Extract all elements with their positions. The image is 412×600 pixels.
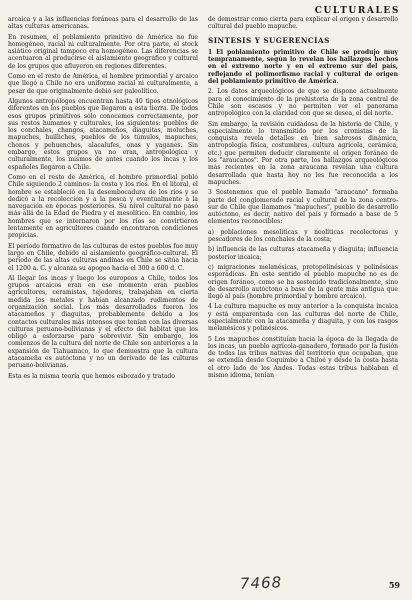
paragraph: Como en el resto de América, el hombre primordial pobló Chile siguiendo 2 caminos: la costa y los ríos. En el litoral, el hombre se estableció en la desembocadura de los ríos y se dedicó a la recolección y a la pesca y eventualmente a la navegación en épocas posteriores. Su nivel cultural no pasó más allá de la Edad de Piedra y el mesolítico. En cambio, los hombres que se internaron por los ríos se convirtieron lentamente en agricultores cuando encontraron condiciones propicias. [8,173,198,240]
right-column [208,16,398,382]
handwritten-note: 7468 [239,573,283,593]
section-heading: SINTESIS Y SUGERENCIAS [208,35,330,45]
paragraph: 5 Los mapuches constituían hacia la época de la llegada de los incas, un pueblo agrícola-ganadero, formado por la fusión de todas las tribus nativas del territorio que ocupaban, que se extendía desde Coquimbo a Chiloé y desde la costa hasta el otro lado de los Andes. Todas estas tribus hablaban el mismo idioma, tenían [208,335,398,380]
paragraph: a) poblaciones mesolíticas y neolíticas recolectoras y pescadores de los conchales de la costa; [208,228,398,244]
paragraph: Como en el resto de América, el hombre primordial y arcaico que llegó a Chile no era uniforme racial ni culturalmente, a pesar de que originalmente debió ser paleolítico. [8,73,198,95]
paragraph: El período formativo de las culturas de estos pueblos fue muy largo en Chile, debido al aislamiento geográfico-cultural. El período de las altas culturas andinas en Chile se sitúa hacia el 1200 a. C. y alcanza su apogeo hacia el 300 a 600 d. C. [8,242,198,272]
paragraph: c) migraciones melanésicas, protopolinésicas y polinésicas esporádicas. En este sentido el pueblo mapuche no es de origen foráneo, como se ha sostenido tradicionalmente, sino de desarrollo autóctono a base de la gente más antigua que llegó al país (hombre primordial y hombre arcaico). [208,263,398,301]
paragraph: arcaica y a las influencias foráneas para el desarrollo de las altas culturas americanas. [8,16,198,31]
left-column [8,16,198,383]
paragraph: Esta es la misma teoría que hemos esbozado y tratado [8,372,175,380]
paragraph: de demostrar como cierta para explicar el origen y desarrollo cultural del pueblo mapuche. [208,16,398,31]
paragraph: En resumen, el poblamiento primitivo de América no fue homogéneo, racial ni culturalmente. Por otra parte, el stock asiático original tampoco era homogéneo. Las diferencias se acentuaron al producirse el aislamiento geográfico y cultural de los grupos que afluyeron en regiones diferentes. [8,33,198,70]
section-header: CULTURALES [314,6,400,16]
paragraph: 2. Los datos arqueológicos de que se dispone actualmente para el conocimiento de la prehistoria de la zona central de Chile son escasos y no permiten ver el panorama antropológico con la claridad con que se desea, el del norte. [208,88,398,118]
paragraph: Algunos antropólogos encuentran hasta 40 tipos etnológicos diferentes en los pueblos que llegaron a esta tierra. De todos esos grupos primitivos sólo conocemos correctamente, por sus restos humanos y culturales, los siguientes: pueblos de los conchales, changos, atacameños, diaguitas, moluches, mapuches, huilliches, pueblos de los túmulos, mapuches, chonos y pehuenches, alacalufes, onas y yaganes. Sin embargo, estos grupos ya no eran, antropológica y culturalmente, los mismos de antes cuando los incas y los españoles llegaron a Chile. [8,97,198,171]
paragraph: 1 El poblamiento primitivo de Chile se produjo muy tempranamente, según lo revelan los hallazgos hechos en el extremo norte y en el extremo sur del país, reflejando el polimorfismo racial y cultural de origen del poblamiento primitivo de América. [208,48,398,86]
paragraph: Sin embargo, la revisión cuidadosa de la historia de Chile, y especialmente lo transmitido por los cronistas de la conquista revela detalles en bien sabrosos dinámica, antropología física, costumbres, cultura agrícola, cerámica, etc.) que permiten deducir claramente el origen foráneo de los "araucanos". Por otra parte, los hallazgos arqueológicos más recientes en la zona araucana revelan una cultura desarrollada que hasta hoy no les fue reconocida a los mapuches. [208,120,398,186]
paragraph: 3 Sostenemos que el pueblo llamado "araucano" formaba parte del conglomerado racial y cultural de la zona centro-sur de Chile que llamamos "mapuches", pueblo de desarrollo autóctono, es decir, nativo del país y formado a base de 5 elementos reconocibles: [208,189,398,226]
paragraph: b) influencia de las culturas atacameña y diaguita; influencia posterior incaica; [208,246,398,261]
paragraph: 4 La cultura mapuche es muy anterior a la conquista incaica y está emparentada con las culturas del norte de Chile, especialmente con la atacameña y diaguita, y con los rasgos melanésicos y polinésicos. [208,303,398,333]
page-number: 59 [388,580,400,590]
paragraph: Al llegar los incas y luego los europeos a Chile, todos los grupos arcaicos eran en ese momento eran pueblos agricultores, ceramistas, tejedores, trabajaban en cierta medida los metales y habían alcanzado rudimentos de organización social. Los más desarrollados fueron los atacameños y diaguitas, probablemente debido a los contactos culturales más intensos que tenían con las diversas culturas peruano-bolivianas y el efecto del habitat que los obligó a esforzarse para sobrevivir. Sin embargo, los comienzos de la cultura del norte de Chile son anteriores a la expansión de Tiahuanaco, lo que demuestra que la cultura atacameña es autóctona y no un derivado de las culturas peruano-bolivianas. [8,274,198,370]
